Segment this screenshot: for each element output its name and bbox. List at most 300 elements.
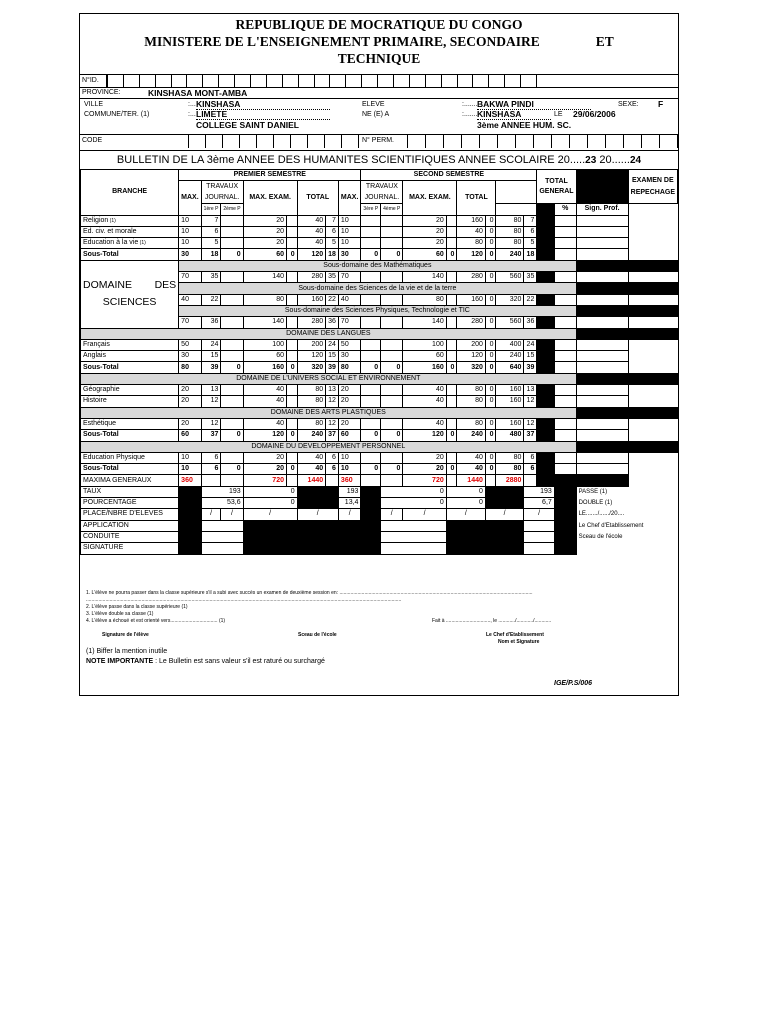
repechage-sign[interactable] — [576, 215, 628, 226]
repechage-pct[interactable] — [554, 317, 576, 328]
grade-cell — [361, 226, 381, 237]
grade-cell: 40 — [457, 226, 486, 237]
box-cell[interactable] — [534, 134, 552, 148]
row-place-right: LE......./....../20.... — [576, 509, 677, 520]
grade-cell: 20 — [179, 396, 202, 407]
grade-cell: 0 — [381, 464, 403, 475]
box-cell[interactable] — [240, 134, 257, 148]
domaine-univers-label: DOMAINE DE L'UNIVERS SOCIAL ET ENVIRONNEMENT — [81, 373, 577, 384]
box-cell[interactable] — [330, 75, 346, 87]
note-importante-text: : Le Bulletin est sans valeur s'il est raturé ou surchargé — [153, 658, 325, 665]
th-total-general: TOTAL GENERAL — [537, 170, 576, 204]
repechage-pct[interactable] — [554, 226, 576, 237]
grade-cell: 20 — [179, 418, 202, 429]
box-cell[interactable] — [552, 134, 570, 148]
box-cell[interactable] — [462, 134, 480, 148]
row-ep — [81, 452, 678, 463]
box-cell[interactable] — [283, 75, 299, 87]
box-cell[interactable] — [426, 75, 442, 87]
grade-cell: 320 — [496, 294, 524, 305]
box-cell[interactable] — [407, 134, 426, 148]
repechage-pct[interactable] — [554, 351, 576, 362]
box-cell[interactable] — [442, 75, 458, 87]
grade-cell: 360 — [179, 475, 202, 486]
grade-cell: 80 — [403, 294, 446, 305]
grade-cell — [201, 475, 221, 486]
row-label: MAXIMA GENERAUX — [81, 475, 179, 486]
box-cell[interactable] — [124, 75, 140, 87]
box-cell[interactable] — [308, 134, 325, 148]
bottom-value: / — [403, 509, 446, 520]
grade-cell: 20 — [243, 226, 286, 237]
th-branche: BRANCHE — [81, 170, 179, 216]
row-label: Français — [81, 339, 179, 350]
grade-cell: 6 — [326, 226, 339, 237]
grade-cell: 20 — [403, 452, 446, 463]
grade-cell: 0 — [286, 430, 297, 441]
repechage-sign[interactable] — [576, 385, 628, 396]
repechage-sign[interactable] — [576, 351, 628, 362]
repechage-sign[interactable] — [576, 452, 628, 463]
grade-cell: 12 — [326, 418, 339, 429]
grade-cell: 0 — [485, 452, 496, 463]
grade-cell: 20 — [338, 385, 361, 396]
box-cell[interactable] — [299, 75, 315, 87]
box-cell[interactable] — [235, 75, 251, 87]
repechage-pct[interactable] — [554, 362, 576, 373]
grade-cell: 40 — [179, 294, 202, 305]
sig-eleve: Signature de l'élève — [102, 632, 149, 638]
header-line2-et: ET — [595, 34, 614, 49]
note-4: 4. L'élève a échoué et est orienté vers.................................. (1) — [86, 618, 226, 624]
grade-cell: 2880 — [496, 475, 524, 486]
box-cell[interactable] — [107, 75, 124, 87]
grade-cell: 12 — [201, 418, 221, 429]
th-examen-repechage: EXAMEN DE REPECHAGE — [628, 170, 677, 204]
box-cell[interactable] — [325, 134, 342, 148]
row-label: Ed. civ. et morale — [81, 226, 179, 237]
row-application-label: APPLICATION — [81, 520, 179, 531]
grade-cell: 20 — [403, 215, 446, 226]
grade-cell: 40 — [297, 238, 326, 249]
box-cell[interactable] — [251, 75, 267, 87]
repechage-pct[interactable] — [554, 249, 576, 260]
repechage-pct[interactable] — [554, 294, 576, 305]
grade-cell: 0 — [485, 294, 496, 305]
bottom-value: / — [297, 509, 338, 520]
grade-cell — [221, 396, 243, 407]
box-cell[interactable] — [489, 75, 505, 87]
row-taux-label: TAUX — [81, 486, 179, 497]
commune-label: COMMUNE/TER. (1) — [84, 111, 150, 118]
grade-cell: 6 — [326, 464, 339, 475]
box-cell[interactable] — [223, 134, 240, 148]
repechage-pct[interactable] — [554, 396, 576, 407]
grade-cell: 70 — [338, 272, 361, 283]
bottom-value: / — [201, 509, 221, 520]
row-st3 — [81, 430, 678, 441]
box-cell[interactable] — [267, 75, 283, 87]
sexe-label: SEXE: — [618, 101, 639, 108]
grade-cell: 0 — [446, 362, 457, 373]
grade-cell — [381, 396, 403, 407]
grade-cell: 160 — [243, 362, 286, 373]
grade-cell: 720 — [403, 475, 446, 486]
grade-cell: 18 — [524, 249, 537, 260]
box-cell[interactable] — [378, 75, 394, 87]
grade-cell: 160 — [403, 362, 446, 373]
box-cell[interactable] — [410, 75, 426, 87]
repechage-pct[interactable] — [554, 475, 576, 486]
box-cell[interactable] — [480, 134, 498, 148]
repechage-pct[interactable] — [554, 339, 576, 350]
domaine-arts-label: DOMAINE DES ARTS PLASTIQUES — [81, 407, 577, 418]
row-maxima — [81, 475, 678, 486]
repechage-pct[interactable] — [554, 385, 576, 396]
grade-cell: 39 — [524, 362, 537, 373]
grade-cell — [286, 396, 297, 407]
grade-cell — [221, 272, 243, 283]
grade-cell: 80 — [297, 385, 326, 396]
domaine-arts — [81, 407, 678, 418]
grade-cell: 240 — [457, 430, 486, 441]
note-importante — [86, 658, 325, 665]
grade-cell: 5 — [524, 238, 537, 249]
grade-cell — [361, 396, 381, 407]
grade-cell: 10 — [179, 226, 202, 237]
grade-cell: 20 — [243, 238, 286, 249]
box-cell[interactable] — [570, 134, 588, 148]
grade-cell: 12 — [201, 396, 221, 407]
birth-date: 29/06/2006 — [573, 109, 616, 119]
row-label: Sous-Total — [81, 249, 179, 260]
grade-cell: 60 — [338, 430, 361, 441]
th-exam-1: MAX. EXAM. — [243, 181, 297, 215]
header-line2 — [80, 33, 678, 50]
row-geo — [81, 385, 678, 396]
grade-cell — [381, 294, 403, 305]
repechage-sign[interactable] — [576, 418, 628, 429]
th-max-2: MAX. — [338, 181, 361, 215]
grade-cell — [485, 475, 496, 486]
th-exam-2: MAX. EXAM. — [403, 181, 457, 215]
code-label: CODE — [82, 137, 103, 144]
box-cell[interactable] — [362, 75, 378, 87]
repechage-pct[interactable] — [554, 430, 576, 441]
grade-cell: 37 — [326, 430, 339, 441]
bottom-value: / — [338, 509, 361, 520]
grade-cell — [221, 418, 243, 429]
box-cell[interactable] — [315, 75, 331, 87]
th-total-1: TOTAL — [297, 181, 338, 215]
grade-cell: 0 — [361, 430, 381, 441]
grade-cell — [221, 351, 243, 362]
grade-cell: 280 — [297, 272, 326, 283]
grade-cell: 120 — [243, 430, 286, 441]
grade-cell: 35 — [524, 272, 537, 283]
header-line1: REPUBLIQUE DE MOCRATIQUE DU CONGO — [235, 17, 523, 32]
grade-cell — [381, 475, 403, 486]
grade-cell: 40 — [297, 464, 326, 475]
repechage-pct[interactable] — [554, 418, 576, 429]
grade-cell: 18 — [326, 249, 339, 260]
repechage-sign[interactable] — [576, 464, 628, 475]
box-cell[interactable] — [172, 75, 188, 87]
grade-cell — [446, 351, 457, 362]
repechage-sign[interactable] — [576, 317, 628, 328]
grade-cell — [446, 272, 457, 283]
domaine-langues-label: DOMAINE DES LANGUES — [81, 328, 577, 339]
grade-cell: 0 — [485, 351, 496, 362]
grade-cell: 60 — [403, 249, 446, 260]
note-2: 2. L'élève passe dans la classe supérieure (1) — [86, 604, 188, 610]
bottom-value: / — [485, 509, 524, 520]
header-line3: TECHNIQUE — [337, 51, 421, 66]
grade-cell: 400 — [496, 339, 524, 350]
repechage-sign[interactable] — [576, 430, 628, 441]
grade-cell — [326, 475, 339, 486]
bottom-value: / — [381, 509, 403, 520]
grade-cell: 40 — [243, 396, 286, 407]
perm-cells — [407, 134, 678, 148]
grade-cell — [361, 475, 381, 486]
grade-cell: 240 — [496, 351, 524, 362]
repechage-sign[interactable] — [576, 396, 628, 407]
box-cell[interactable] — [498, 134, 516, 148]
repechage-sign[interactable] — [576, 362, 628, 373]
row-label: Sous-Total — [81, 362, 179, 373]
grade-cell: 100 — [243, 339, 286, 350]
grade-cell — [286, 317, 297, 328]
grade-cell: 70 — [179, 317, 202, 328]
ville-value: KINSHASA — [196, 99, 330, 110]
bulletin-sheet: REPUBLIQUE DE MOCRATIQUE DU CONGO MINISTERE DE L'ENSEIGNEMENT PRIMAIRE, SECONDAIRE ET TECHNIQUE N°ID. PROVINCE: KINSHASA MONT-AMBA VILLE :... KINSHASA COMMUNE/TER. (1) :... LIMETE COLLEGE SAINT DANIEL ELEVE :....... BAKWA PINDI SEXE: F NE (E) A :....... KINSHASA LE 29/06/2006 3ème ANNEE HUM. SC. CODE N° PERM. BULLETIN DE LA 3ème ANNEE DES HUMANITES SCIENTIFIQUES ANNEE SCOLAIRE 20.....23 20......24 BRANCHE PREMIER SEMESTRE SECOND SEMESTRE TOTAL GENERAL EXAMEN DE REPECHAGE MAX. TRAVAUX JOURNAL. MAX. EXAM. TOTAL MAX. TRAVAUX JOURNAL. MAX. EXAM. TOTAL 1ère P 2ème P 3ère P 4ème P % Sign. Prof. Religion (1) 10 7 20 40 7 10 20 160 0 80 7 Ed. civ. et morale 10 6 20 40 6 10 20 40 0 80 6 Education à la vie (1) 10 5 20 40 5 10 20 80 0 80 5 Sous-Total 30 18 0 60 0 120 18 30 0 0 60 0 120 0 240 18 DOMAINE DES SCIENCES Sous-domaine des Mathématiques 70 35 140 280 35 70 140 280 0 560 35 Sous-domaine des Sciences de la vie et de la terre 40 22 80 160 22 40 80 160 0 320 22 Sous-domaine des Sciences Physiques, Technologie et TIC 70 36 140 280 36 70 140 280 0 560 36 DOMAINE DES LANGUES Français 50 24 100 200 24 50 100 200 0 400 24 Anglais 30 15 60 120 15 30 60 120 0 240 15 Sous-Total 80 39 0 160 0 320 39 80 0 0 160 0 320 0 640 39 DOMAINE DE L'UNIVERS SOCIAL ET ENVIRONNEMENT Géographie 20 13 40 80 13 20 40 80 0 160 13 Histoire 20 12 40 80 12 20 40 80 0 160 12 DOMAINE DES ARTS PLASTIQUES Esthétique 20 12 40 80 12 20 40 80 0 160 12 Sous-Total 60 37 0 120 0 240 37 60 0 0 120 0 240 0 480 37 DOMAINE DU DEVELOPPEMENT PERSONNEL Education Physique 10 6 20 40 6 10 20 40 0 80 6 Sous-Total 10 6 0 20 0 40 6 10 0 0 20 0 40 0 80 6 MAXIMA GENERAUX 360 720 1440 360 720 1440 2880 TAUX 193 0 193 0 0 193 PASSE (1) POURCENTAGE 53,6 0 13,4 0 0 6,7 DOUBLE (1) PLACE/NBRE D'ELEVES / / / / / / / / / / LE......./....../20.... APPLICATION Le Chef d'Etablissement CONDUITE Sceau de l'école SIGNATURE 1. L'élève ne pourra passer dans la classe supérieure s'il a subi avec succès un examen de deuxième session en: ........................................................................................................................................... ................................................................................................................................................................................................................................... 2. L'élève passe dans la classe supérieure (1) 3. L'élève double sa classe (1) 4. L'élève a échoué et est orienté vers.................................. (1) Fait à ................................, le ............/............/............ Signature de l'élève Sceau de l'école Le Chef d'Etablissement Nom et Signature (1) Biffer la mention inutile NOTE IMPORTANTE : Le Bulletin est sans valeur s'il est raturé ou surchargé IGE/P.S/006 — [79, 13, 679, 696]
grade-cell: 160 — [457, 294, 486, 305]
grade-cell: 120 — [457, 249, 486, 260]
grade-cell — [381, 339, 403, 350]
grade-cell — [221, 317, 243, 328]
grade-cell — [446, 226, 457, 237]
grade-cell: 40 — [297, 226, 326, 237]
grade-cell: 18 — [201, 249, 221, 260]
grade-cell: 0 — [221, 249, 243, 260]
row-signature — [81, 543, 678, 554]
bottom-value: 193 — [524, 486, 554, 497]
grade-cell: 0 — [381, 249, 403, 260]
grade-cell: 160 — [496, 385, 524, 396]
grade-cell: 0 — [221, 362, 243, 373]
box-cell[interactable] — [342, 134, 359, 148]
grade-cell: 12 — [524, 418, 537, 429]
grade-cell: 40 — [338, 294, 361, 305]
box-cell[interactable] — [187, 75, 203, 87]
grade-cell: 39 — [326, 362, 339, 373]
grade-cell: 5 — [201, 238, 221, 249]
grade-cell: 0 — [485, 396, 496, 407]
grade-cell — [446, 339, 457, 350]
box-cell[interactable] — [642, 134, 660, 148]
box-cell[interactable] — [206, 134, 223, 148]
box-cell[interactable] — [505, 75, 521, 87]
repechage-sign[interactable] — [576, 249, 628, 260]
grade-cell: 12 — [326, 396, 339, 407]
repechage-sign[interactable] — [576, 226, 628, 237]
repechage-sign[interactable] — [576, 272, 628, 283]
grade-cell: 0 — [221, 430, 243, 441]
grade-cell: 24 — [524, 339, 537, 350]
grade-cell: 40 — [297, 215, 326, 226]
grade-cell: 0 — [485, 215, 496, 226]
grade-cell: 1440 — [457, 475, 486, 486]
box-cell[interactable] — [291, 134, 308, 148]
box-cell[interactable] — [394, 75, 410, 87]
box-cell[interactable] — [660, 134, 678, 148]
grade-cell: 0 — [485, 464, 496, 475]
grade-cell — [361, 385, 381, 396]
grade-cell: 10 — [179, 452, 202, 463]
box-cell[interactable] — [473, 75, 489, 87]
bottom-value: 0 — [243, 486, 297, 497]
title-mid: 20...... — [599, 154, 630, 166]
row-label: Histoire — [81, 396, 179, 407]
grade-cell: 80 — [496, 215, 524, 226]
grade-cell: 7 — [201, 215, 221, 226]
grade-cell — [381, 238, 403, 249]
th-second-semestre: SECOND SEMESTRE — [361, 170, 537, 181]
th-p2: 2ème P — [221, 204, 243, 215]
grade-cell: 80 — [496, 238, 524, 249]
grade-cell: 37 — [524, 430, 537, 441]
grade-cell — [381, 226, 403, 237]
box-cell[interactable] — [521, 75, 537, 87]
grade-cell: 640 — [496, 362, 524, 373]
box-cell[interactable] — [346, 75, 362, 87]
grade-cell: 10 — [179, 238, 202, 249]
fait-a: Fait à ................................, le ............/............/............ — [432, 618, 552, 624]
grade-cell: 1440 — [297, 475, 326, 486]
box-cell[interactable] — [444, 134, 462, 148]
grade-cell: 40 — [297, 452, 326, 463]
th-travaux-1: TRAVAUX JOURNAL. — [201, 181, 243, 204]
grade-cell: 0 — [381, 430, 403, 441]
bottom-value: 193 — [338, 486, 361, 497]
row-religion — [81, 215, 678, 226]
grade-cell: 160 — [297, 294, 326, 305]
grade-cell: 13 — [326, 385, 339, 396]
th-sign: Sign. Prof. — [576, 204, 628, 215]
repechage-pct[interactable] — [554, 464, 576, 475]
grade-cell: 15 — [524, 351, 537, 362]
grade-cell: 70 — [179, 272, 202, 283]
grade-cell: 13 — [524, 385, 537, 396]
box-cell[interactable] — [257, 134, 274, 148]
grade-cell: 20 — [403, 238, 446, 249]
note-1b: ................................................................................................................................................................................................................................... — [86, 597, 402, 603]
bottom-value: 13,4 — [338, 498, 361, 509]
row-application-right: Le Chef d'Etablissement — [576, 520, 677, 531]
grade-cell: 30 — [179, 249, 202, 260]
bulletin-title — [80, 150, 678, 170]
grade-cell: 6 — [326, 452, 339, 463]
grade-cell: 0 — [446, 249, 457, 260]
repechage-pct[interactable] — [554, 215, 576, 226]
grade-cell: 320 — [297, 362, 326, 373]
box-cell[interactable] — [588, 134, 606, 148]
grade-cell: 20 — [403, 464, 446, 475]
repechage-sign[interactable] — [576, 475, 628, 486]
grade-cell: 0 — [485, 317, 496, 328]
grade-cell — [286, 351, 297, 362]
grade-cell: 200 — [457, 339, 486, 350]
sig-sceau: Sceau de l'école — [298, 632, 337, 638]
grade-cell: 40 — [243, 385, 286, 396]
grade-cell — [361, 215, 381, 226]
grade-cell: 80 — [297, 396, 326, 407]
repechage-sign[interactable] — [576, 294, 628, 305]
row-st4 — [81, 464, 678, 475]
province-value: KINSHASA MONT-AMBA — [148, 88, 248, 98]
note-1: 1. L'élève ne pourra passer dans la classe supérieure s'il a subi avec succès un examen de deuxième session en: ........................................................................................................................................... — [86, 590, 533, 596]
grade-cell: 22 — [326, 294, 339, 305]
grade-cell: 560 — [496, 317, 524, 328]
grade-cell: 30 — [179, 351, 202, 362]
grade-cell: 10 — [338, 464, 361, 475]
repechage-sign[interactable] — [576, 339, 628, 350]
grade-cell — [524, 475, 537, 486]
grade-cell: 6 — [524, 226, 537, 237]
grade-cell: 20 — [179, 385, 202, 396]
repechage-pct[interactable] — [554, 272, 576, 283]
box-cell[interactable] — [140, 75, 156, 87]
th-travaux-2: TRAVAUX JOURNAL. — [361, 181, 403, 204]
grade-cell: 80 — [496, 464, 524, 475]
repechage-pct[interactable] — [554, 452, 576, 463]
box-cell[interactable] — [606, 134, 624, 148]
grade-cell — [286, 475, 297, 486]
ville-label: VILLE — [84, 101, 104, 108]
row-conduite-right: Sceau de l'école — [576, 531, 677, 542]
grade-cell: 13 — [201, 385, 221, 396]
box-cell[interactable] — [458, 75, 474, 87]
bottom-value: 193 — [201, 486, 243, 497]
box-cell[interactable] — [274, 134, 291, 148]
bottom-value: 6,7 — [524, 498, 554, 509]
repechage-pct[interactable] — [554, 238, 576, 249]
grade-cell — [361, 294, 381, 305]
grade-cell: 20 — [338, 418, 361, 429]
box-cell[interactable] — [188, 134, 206, 148]
row-label: Religion (1) — [81, 215, 179, 226]
sig-nom: Nom et Signature — [498, 639, 540, 645]
box-cell[interactable] — [624, 134, 642, 148]
grade-cell: 0 — [446, 430, 457, 441]
grade-cell — [286, 385, 297, 396]
th-p4: 4ème P — [381, 204, 403, 215]
box-cell[interactable] — [516, 134, 534, 148]
th-pct: % — [554, 204, 576, 215]
repechage-sign[interactable] — [576, 238, 628, 249]
box-cell[interactable] — [426, 134, 444, 148]
box-cell[interactable] — [219, 75, 235, 87]
th-total-2: TOTAL — [457, 181, 496, 215]
sous-domaine-phys: Sous-domaine des Sciences Physiques, Technologie et TIC — [179, 305, 576, 316]
grade-cell: 20 — [243, 215, 286, 226]
row-pourcentage-label: POURCENTAGE — [81, 498, 179, 509]
box-cell[interactable] — [156, 75, 172, 87]
box-cell[interactable] — [203, 75, 219, 87]
title-text: BULLETIN DE LA 3ème ANNEE DES HUMANITES SCIENTIFIQUES ANNEE SCOLAIRE 20..... — [116, 154, 586, 166]
grade-cell: 0 — [485, 249, 496, 260]
